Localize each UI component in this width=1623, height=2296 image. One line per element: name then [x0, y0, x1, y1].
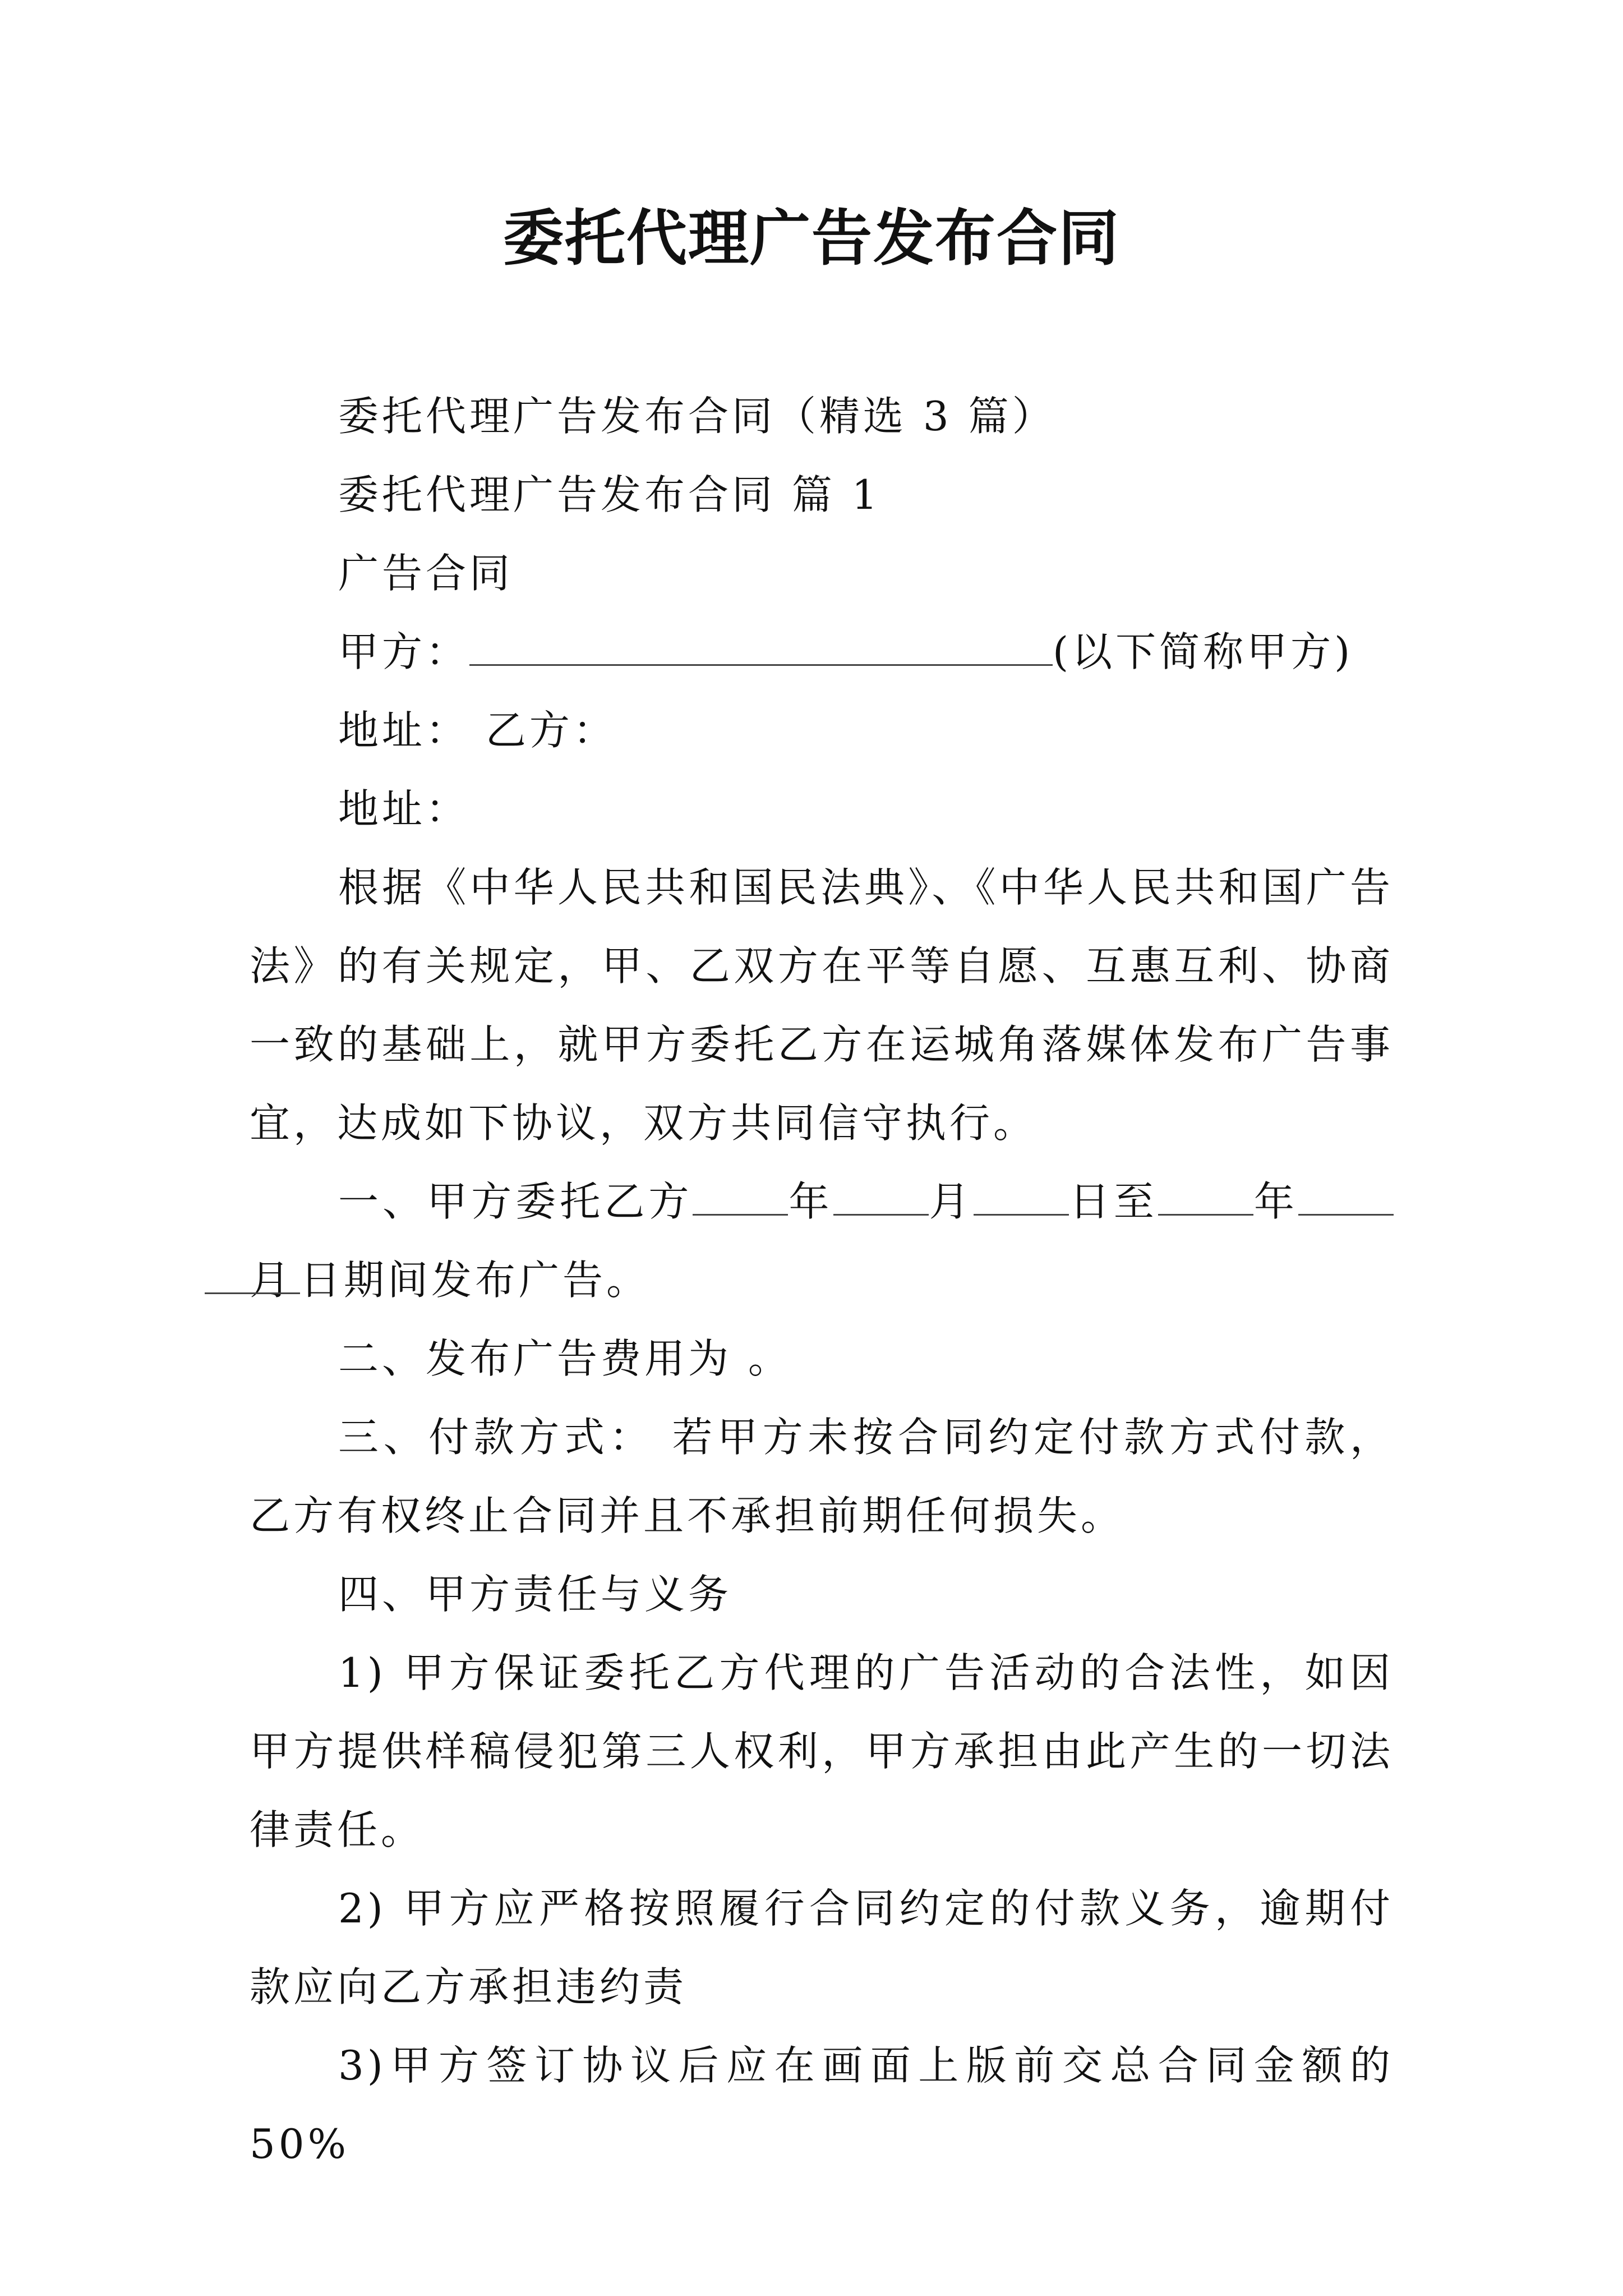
clause-1-year2: 年: [1253, 1178, 1298, 1225]
clause-4-heading: 四、甲方责任与义务: [338, 1571, 732, 1618]
section-heading: 委托代理广告发布合同 篇 1: [338, 471, 881, 518]
clause-1-suffix: 日期间发布广告。: [300, 1257, 651, 1304]
clause-1-year1: 年: [788, 1178, 833, 1225]
clause-3: 三、付款方式： 若甲方未按合同约定付款方式付款，乙方有权终止合同并且不承担前期任何损失。: [250, 1414, 1394, 1539]
party-a-label: 甲方：: [338, 628, 470, 675]
document-body: [250, 377, 1394, 2183]
intro-paragraph: 根据《中华人民共和国民法典》、《中华人民共和国广告法》的有关规定，甲、乙双方在平等自愿、互惠互利、协商一致的基础上，就甲方委托乙方在运城角落媒体发布广告事宜，达成如下协议，双方共同信守执行。: [250, 864, 1394, 1147]
contract-name: 广告合同: [338, 550, 514, 597]
blank: [1298, 1176, 1394, 1216]
clause-2: 二、发布广告费用为 。: [338, 1335, 792, 1382]
clause-1: [250, 1162, 1394, 1319]
party-a-suffix: (以下简称甲方): [1053, 628, 1354, 675]
item-2: 2) 甲方应严格按照履行合同约定的付款义务，逾期付款应向乙方承担违约责: [250, 1885, 1394, 2010]
address-party-b: 地址： 乙方：: [338, 707, 617, 754]
clause-1-month2: 月: [250, 1257, 294, 1304]
blank: [205, 1254, 300, 1294]
blank: [693, 1176, 788, 1216]
party-a-line: [250, 613, 1394, 691]
subtitle: 委托代理广告发布合同（精选 3 篇）: [338, 393, 1056, 440]
blank: [1158, 1176, 1253, 1216]
clause-1-month1: 月: [928, 1178, 974, 1225]
item-1: 1) 甲方保证委托乙方代理的广告活动的合法性，如因甲方提供样稿侵犯第三人权利，甲方承担由此产生的一切法律责任。: [250, 1649, 1394, 1853]
blank: [833, 1176, 929, 1216]
clause-1-day-to: 日至: [1068, 1178, 1158, 1225]
clause-1-prefix: 一、甲方委托乙方: [338, 1178, 693, 1225]
document-title: 委托代理广告发布合同: [502, 203, 1120, 274]
blank: [974, 1176, 1069, 1216]
party-a-blank: [469, 626, 1053, 666]
address-line: 地址：: [338, 785, 470, 832]
item-3: 3)甲方签订协议后应在画面上版前交总合同金额的50%: [250, 2042, 1394, 2168]
